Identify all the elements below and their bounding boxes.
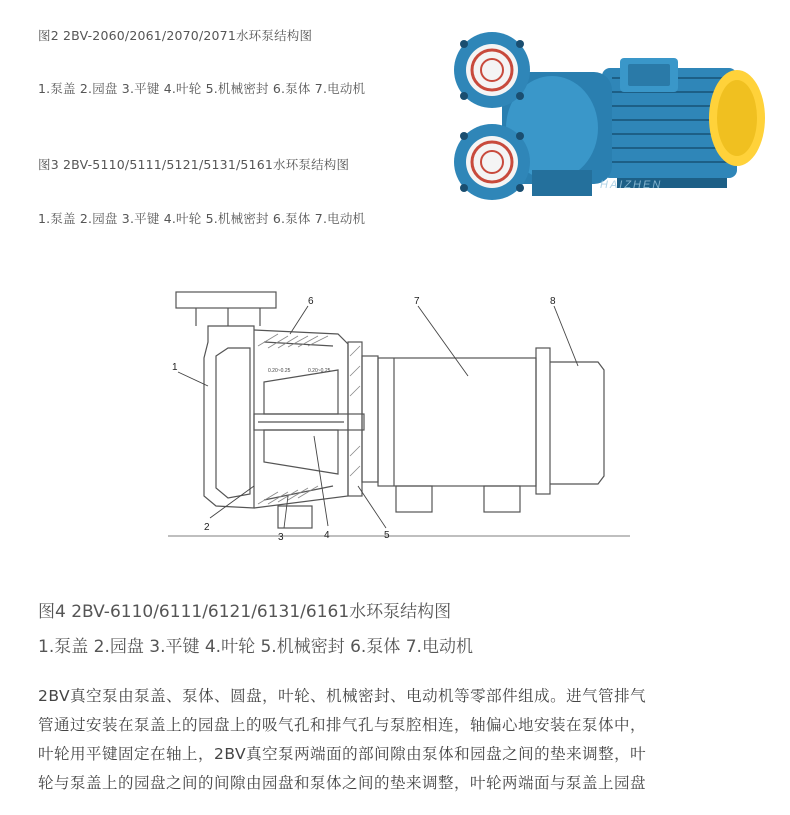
callout-4: 4 (324, 530, 330, 541)
fig3-title: 图3 2BV-5110/5111/5121/5131/5161水环泵结构图 (38, 157, 350, 172)
dim-label-left: 0.20~0.25 (268, 368, 291, 374)
callout-3: 3 (278, 532, 284, 543)
fig2-legend: 1.泵盖 2.园盘 3.平键 4.叶轮 5.机械密封 6.泵体 7.电动机 (38, 81, 366, 96)
paragraph-line-3: 叶轮用平键固定在轴上，2BV真空泵两端面的部间隙由泵体和园盘之间的垫来调整，叶 (38, 745, 647, 763)
callout-7: 7 (414, 296, 420, 307)
callout-8: 8 (550, 296, 556, 307)
paragraph-line-2: 管通过安装在泵盖上的园盘上的吸气孔和排气孔与泵腔相连，轴偏心地安装在泵体中， (38, 716, 647, 734)
paragraph-line-4: 轮与泵盖上的园盘之间的间隙由园盘和泵体之间的垫来调整，叶轮两端面与泵盖上园盘 (38, 774, 647, 792)
fig3-legend: 1.泵盖 2.园盘 3.平键 4.叶轮 5.机械密封 6.泵体 7.电动机 (38, 211, 366, 226)
watermark-text: HAIZHEN (600, 179, 663, 191)
pump-section-drawing (168, 286, 630, 546)
pump-photo (432, 20, 772, 220)
fig2-title: 图2 2BV-2060/2061/2070/2071水环泵结构图 (38, 28, 313, 43)
dim-label-right: 0.20~0.25 (308, 368, 331, 374)
callout-5: 5 (384, 530, 390, 541)
callout-2: 2 (204, 522, 210, 533)
description-paragraph (38, 682, 758, 798)
fig4-legend: 1.泵盖 2.园盘 3.平键 4.叶轮 5.机械密封 6.泵体 7.电动机 (38, 637, 473, 657)
paragraph-line-1: 2BV真空泵由泵盖、泵体、圆盘，叶轮、机械密封、电动机等零部件组成。进气管排气 (38, 687, 647, 705)
callout-6: 6 (308, 296, 314, 307)
callout-1: 1 (172, 362, 178, 373)
fig4-title: 图4 2BV-6110/6111/6121/6131/6161水环泵结构图 (38, 602, 452, 622)
